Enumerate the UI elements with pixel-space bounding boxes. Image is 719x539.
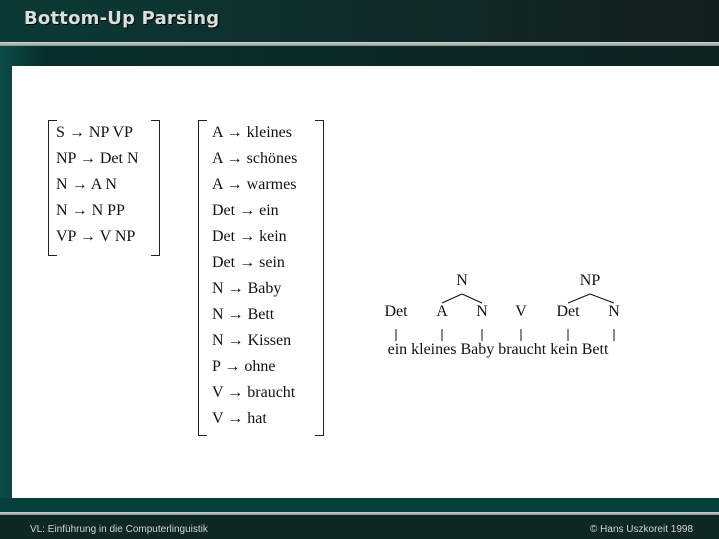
left-bracket (198, 120, 207, 436)
lexicon-rule: V → hat (212, 410, 267, 427)
category-v: V (515, 303, 527, 320)
lexicon-rules-box (198, 120, 324, 436)
lexicon-rule: A → warmes (212, 176, 297, 193)
copyright: © Hans Uszkoreit 1998 (590, 524, 693, 535)
grammar-rule: N → A N (56, 176, 117, 193)
tree-edge (568, 294, 590, 303)
lexicon-rule: P → ohne (212, 358, 276, 375)
lexicon-rule: N → Kissen (212, 332, 292, 349)
right-bracket (315, 120, 324, 436)
grammar-rule: S → NP VP (56, 124, 133, 141)
category-n: N (608, 303, 620, 320)
slide-title: Bottom-Up Parsing (24, 8, 220, 29)
grammar-rule: N → N PP (56, 202, 125, 219)
lexicon-rule: Det → ein (212, 202, 279, 219)
tree-edge (590, 294, 614, 303)
lexicon-rule: Det → sein (212, 254, 285, 271)
category-det: Det (556, 303, 580, 320)
course-title: VL: Einführung in die Computerlinguistik (30, 524, 208, 535)
slide-content (12, 66, 719, 498)
category-n: N (476, 303, 488, 320)
lexicon-rule: A → kleines (212, 124, 292, 141)
lexicon-rule: A → schönes (212, 150, 298, 167)
title-bar (0, 0, 719, 42)
tree-edge (462, 294, 482, 303)
category-det: Det (384, 303, 408, 320)
grammar-rules-box (48, 120, 160, 256)
right-bracket (151, 120, 160, 256)
footer-bar (0, 515, 719, 539)
parse-tree (372, 272, 672, 372)
tree-node-n: N (456, 272, 468, 289)
lexicon-rule: V → braucht (212, 384, 296, 401)
tree-edge (442, 294, 462, 303)
tree-node-np: NP (579, 272, 601, 289)
lexicon-rule: N → Bett (212, 306, 275, 323)
grammar-rule: VP → V NP (56, 228, 136, 245)
category-a: A (436, 303, 448, 320)
sentence: ein kleines Baby braucht kein Bett (387, 341, 609, 358)
lexicon-rule: Det → kein (212, 228, 287, 245)
lexicon-rule: N → Baby (212, 280, 282, 297)
grammar-rule: NP → Det N (56, 150, 139, 167)
